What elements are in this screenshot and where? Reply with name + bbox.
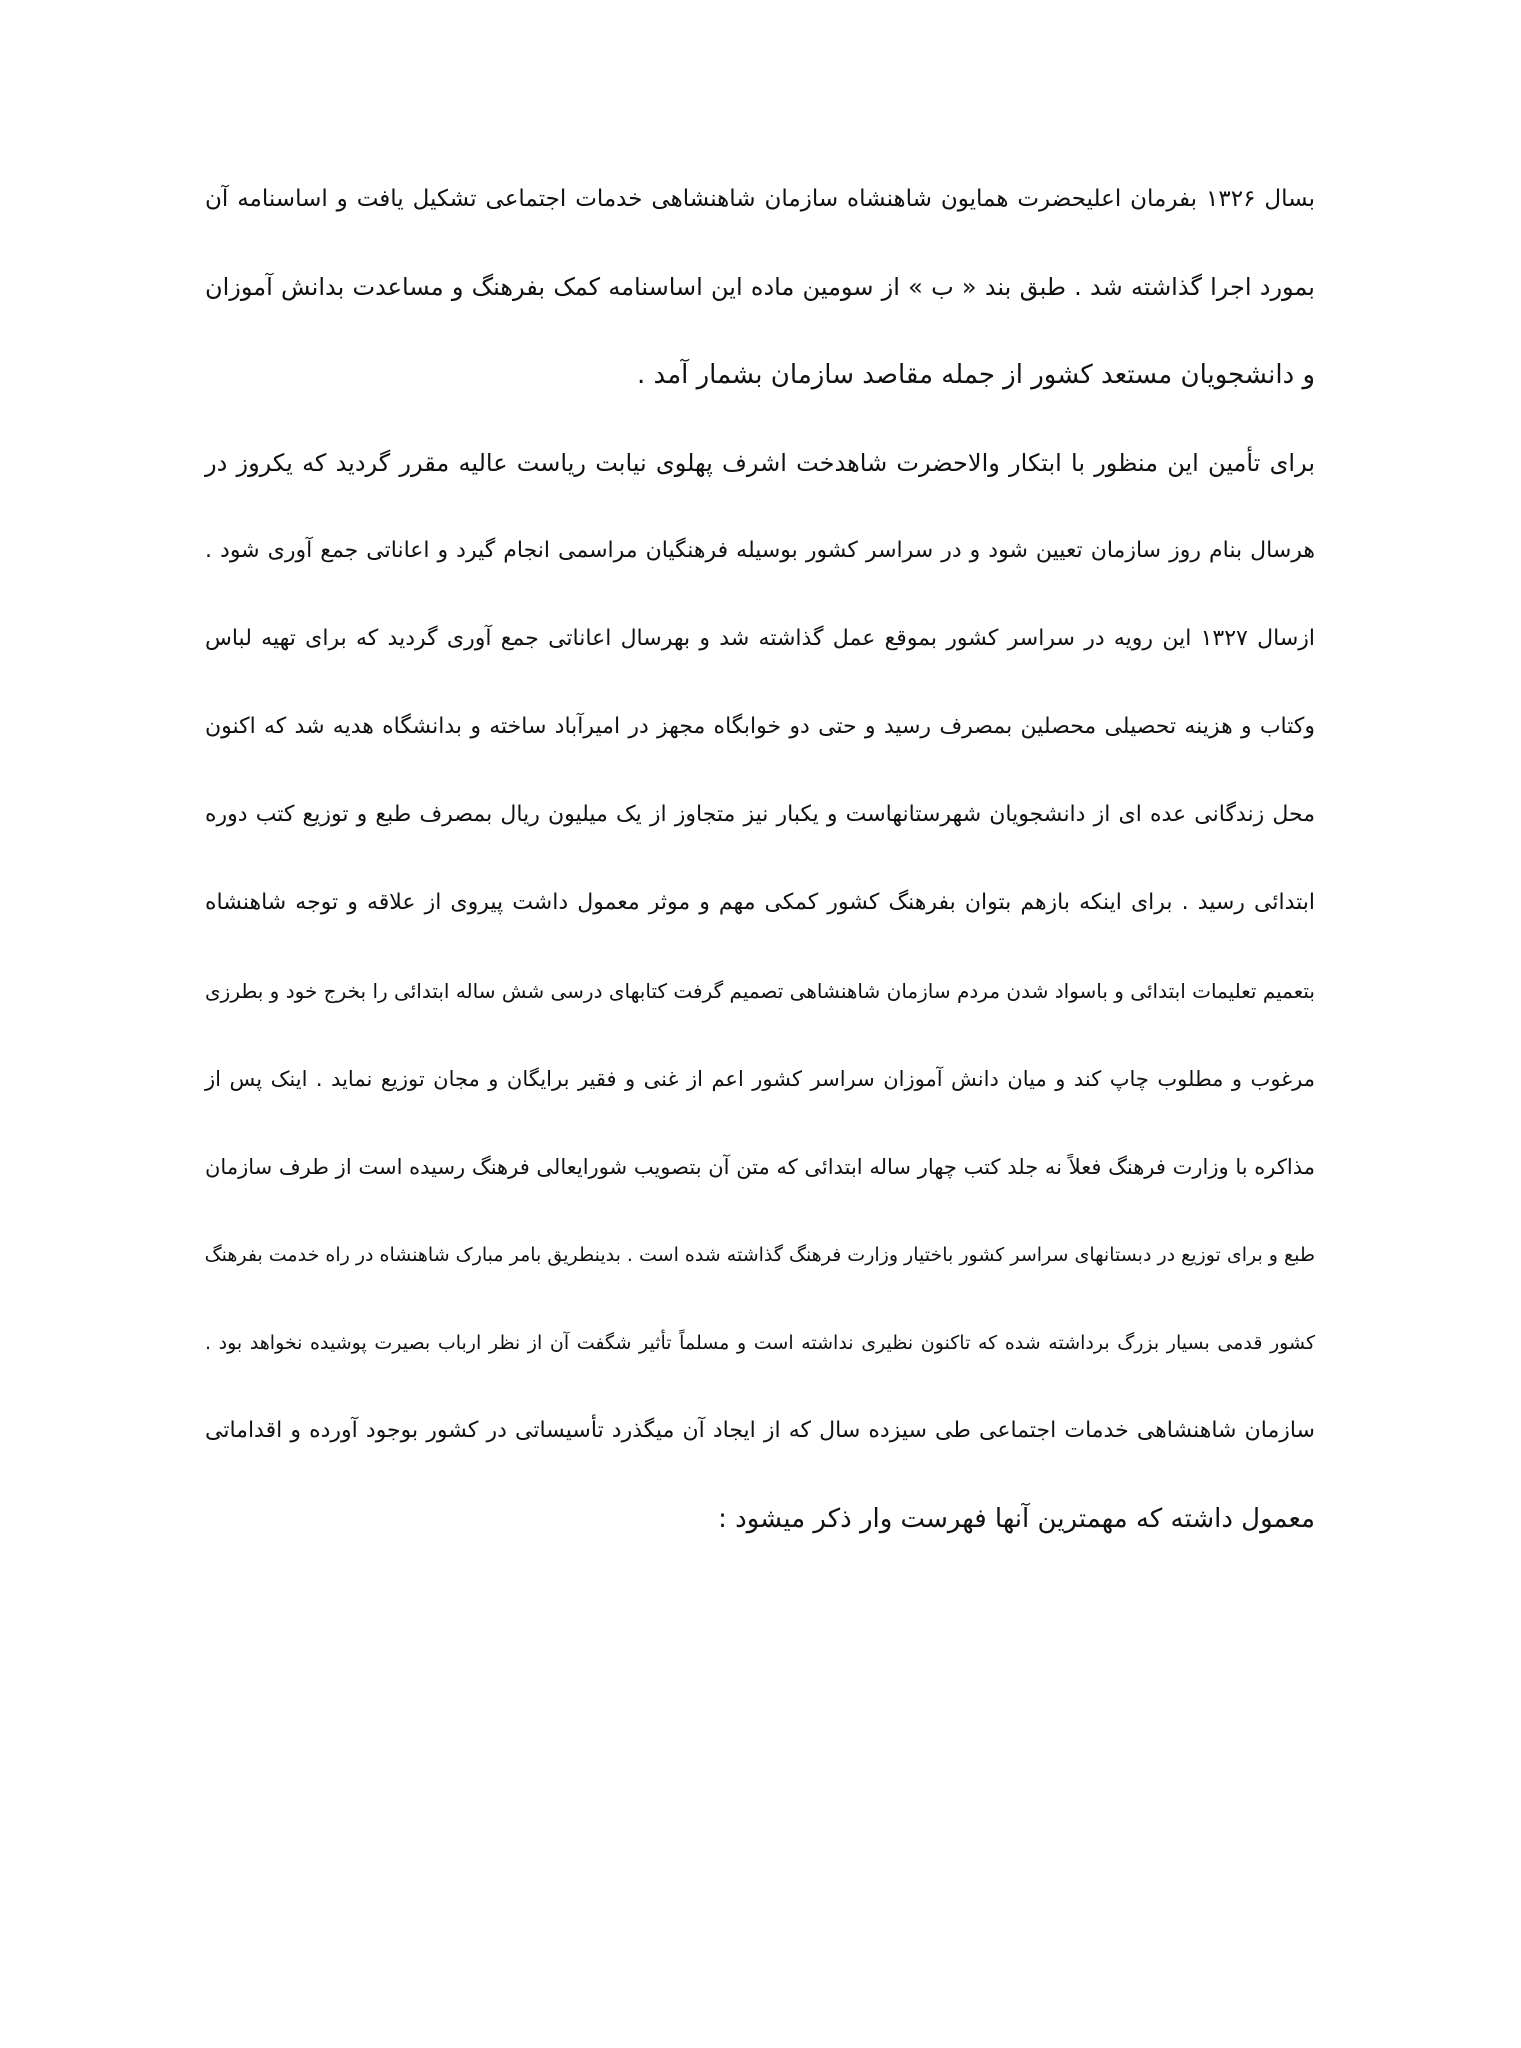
handwritten-text-block bbox=[205, 180, 1315, 1588]
text-line: و دانشجویان مستعد کشور از جمله مقاصد سازمان بشمار آمد . bbox=[637, 360, 1315, 390]
paragraph-founding bbox=[205, 180, 1315, 394]
text-line: ابتدائی رسید . برای اینکه بازهم بتوان بفرهنگ کشور کمکی مهم و موثر معمول داشت پیروی از علاقه و توجه شاهنشاه bbox=[205, 890, 1315, 915]
text-line: برای تأمین این منظور با ابتکار والاحضرت شاهدخت اشرف پهلوی نیابت ریاست عالیه مقرر گردید که یکروز در bbox=[205, 449, 1315, 477]
text-line: طبع و برای توزیع در دبستانهای سراسر کشور باختیار وزارت فرهنگ گذاشته شده است . بدینطریق بامر مبارک شاهنشاه در راه خدمت بفرهنگ bbox=[204, 1244, 1315, 1266]
text-line: ازسال ۱۳۲۷ این رویه در سراسر کشور بموقع عمل گذاشته شد و بهرسال اعاناتی جمع آوری گردید که برای تهیه لباس bbox=[205, 626, 1315, 651]
text-line: هرسال بنام روز سازمان تعیین شود و در سراسر کشور بوسیله فرهنگیان مراسمی انجام گیرد و اعاناتی جمع آوری شود . bbox=[205, 538, 1315, 563]
paragraph-organization-day bbox=[205, 444, 1315, 1362]
text-line: مذاکره با وزارت فرهنگ فعلاً نه جلد کتب چهار ساله ابتدائی که متن آن بتصویب شورایعالی فرهنگ رسیده است از طرف سازمان bbox=[205, 1155, 1315, 1179]
text-line: معمول داشته که مهمترین آنها فهرست وار ذکر میشود : bbox=[718, 1504, 1315, 1534]
text-line: مرغوب و مطلوب چاپ کند و میان دانش آموزان سراسر کشور اعم از غنی و فقیر برایگان و مجان توزیع نماید . اینک پس از bbox=[205, 1067, 1315, 1091]
text-line: کشور قدمی بسیار بزرگ برداشته شده که تاکنون نظیری نداشته است و مسلماً تأثیر شگفت آن از نظر ارباب بصیرت پوشیده نخواهد بود . bbox=[205, 1332, 1315, 1354]
text-line: بمورد اجرا گذاشته شد . طبق بند « ب » از سومین ماده این اساسنامه کمک بفرهنگ و مساعدت بدانش آموزان bbox=[205, 273, 1315, 301]
text-line: بتعمیم تعلیمات ابتدائی و باسواد شدن مردم سازمان شاهنشاهی تصمیم گرفت کتابهای درسی شش ساله ابتدائی را بخرج خود و بطرزی bbox=[205, 979, 1315, 1003]
text-line: وکتاب و هزینه تحصیلی محصلین بمصرف رسید و حتی دو خوابگاه مجهز در امیرآباد ساخته و بدانشگاه هدیه شد که اکنون bbox=[205, 714, 1315, 739]
text-line: محل زندگانی عده ای از دانشجویان شهرستانهاست و یکبار نیز متجاوز از یک میلیون ریال بمصرف طبع و توزیع کتب دوره bbox=[205, 802, 1315, 827]
text-line: بسال ۱۳۲۶ بفرمان اعلیحضرت همایون شاهنشاه سازمان شاهنشاهی خدمات اجتماعی تشکیل یافت و اساسنامه آن bbox=[205, 186, 1316, 212]
paragraph-summary bbox=[205, 1412, 1315, 1538]
text-line: سازمان شاهنشاهی خدمات اجتماعی طی سیزده سال که از ایجاد آن میگذرد تأسیساتی در کشور بوجود آورده و اقداماتی bbox=[205, 1418, 1315, 1443]
